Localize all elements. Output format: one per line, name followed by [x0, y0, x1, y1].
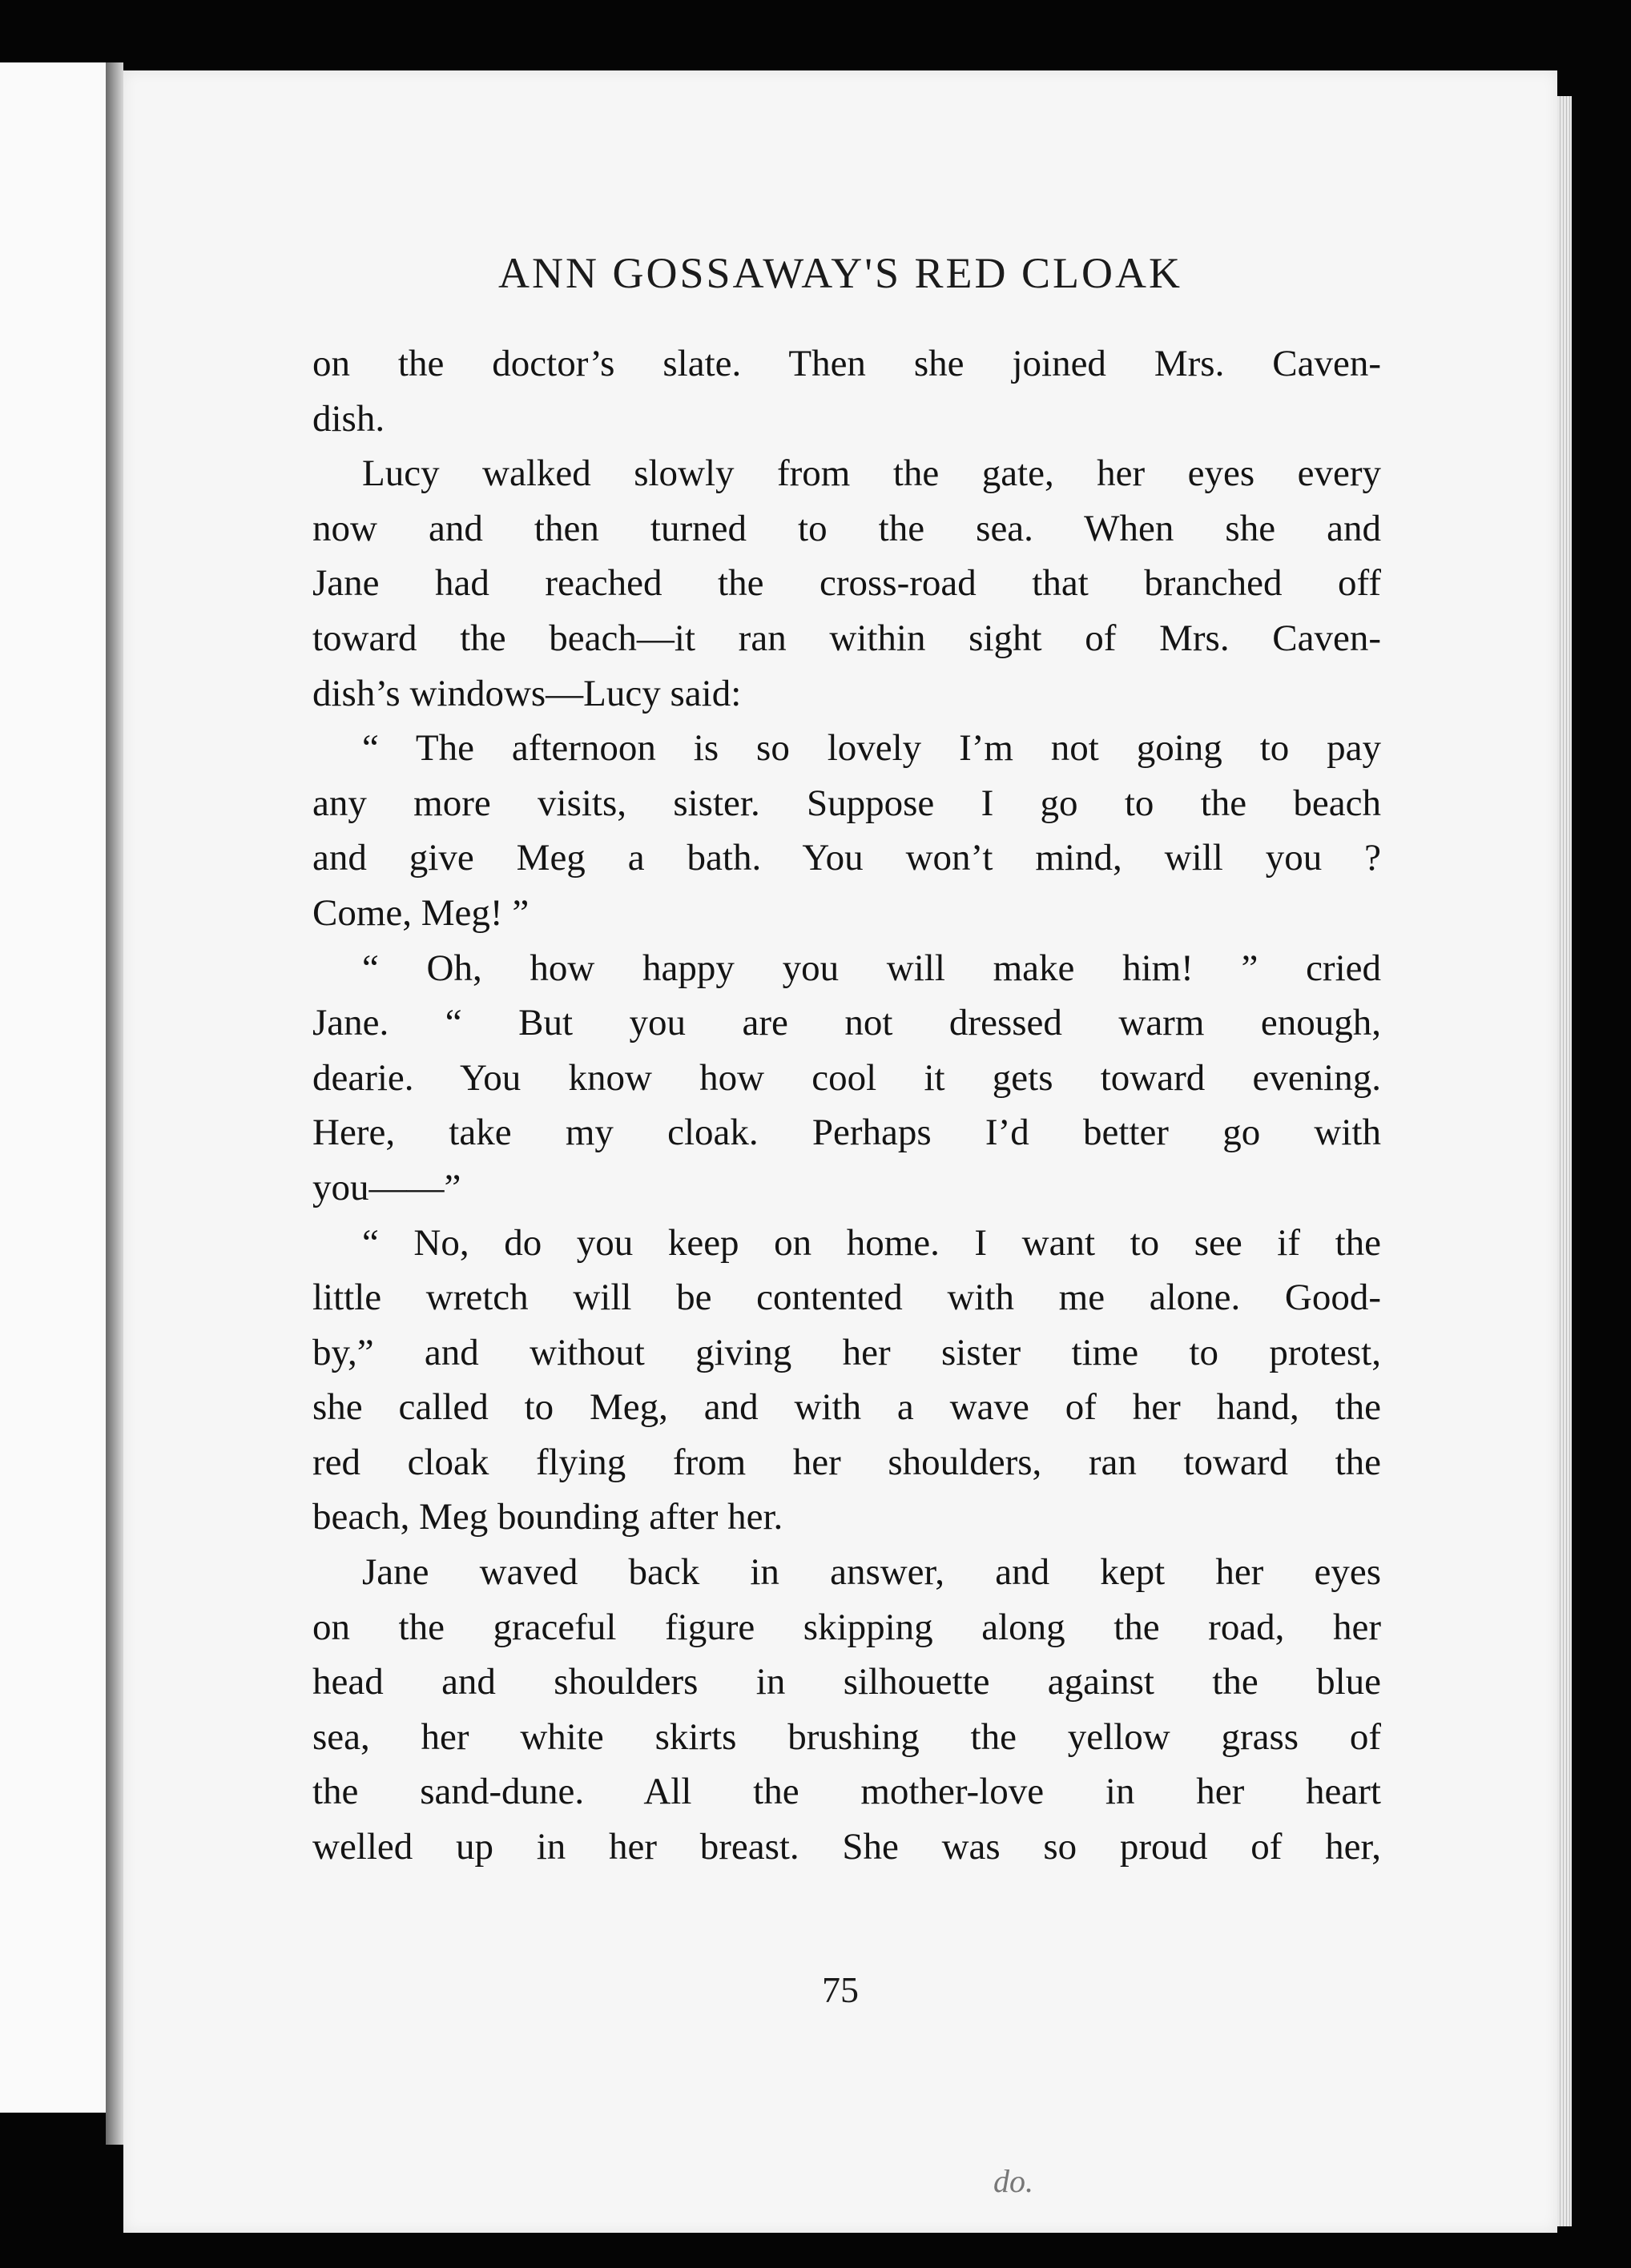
facing-page-edge: [0, 62, 106, 2113]
running-head: ANN GOSSAWAY'S RED CLOAK: [498, 249, 1182, 297]
text-line: dish.: [312, 397, 385, 440]
text-line: Jane waved back in answer, and kept her eyes: [362, 1551, 1381, 1594]
text-line: the sand-dune. All the mother-love in her heart: [312, 1771, 1381, 1813]
book-page: [123, 70, 1557, 2233]
text-line: Lucy walked slowly from the gate, her eyes every: [362, 452, 1381, 495]
text-line: on the graceful figure skipping along the road, her: [312, 1606, 1381, 1648]
text-line: “ The afternoon is so lovely I’m not going to pay: [362, 727, 1381, 770]
text-line: you——”: [312, 1166, 461, 1208]
page-number: 75: [822, 1969, 859, 2010]
text-line: by,” and without giving her sister time to protest,: [312, 1331, 1381, 1373]
text-line: Come, Meg! ”: [312, 891, 530, 934]
text-line: now and then turned to the sea. When she and: [312, 507, 1381, 549]
text-line: red cloak flying from her shoulders, ran toward the: [312, 1441, 1381, 1483]
text-line: on the doctor’s slate. Then she joined Mrs. Caven-: [312, 343, 1381, 384]
text-line: dish’s windows—Lucy said:: [312, 672, 742, 714]
pencil-mark: do.: [993, 2163, 1033, 2199]
page-stack-edge: [1557, 96, 1572, 2226]
text-line: “ No, do you keep on home. I want to see if the: [362, 1221, 1381, 1264]
text-line: she called to Meg, and with a wave of her hand, the: [312, 1386, 1381, 1429]
text-line: little wretch will be contented with me alone. Good-: [312, 1277, 1381, 1319]
text-line: head and shoulders in silhouette against the blue: [312, 1661, 1381, 1703]
text-line: beach, Meg bounding after her.: [312, 1496, 783, 1538]
text-line: “ Oh, how happy you will make him! ” cried: [362, 947, 1381, 989]
text-line: dearie. You know how cool it gets toward evening.: [312, 1056, 1381, 1099]
text-line: sea, her white skirts brushing the yellow grass of: [312, 1715, 1381, 1758]
text-line: Jane had reached the cross-road that branched off: [312, 562, 1381, 605]
book-gutter: [106, 62, 123, 2145]
text-line: Here, take my cloak. Perhaps I’d better go with: [312, 1112, 1381, 1154]
text-line: and give Meg a bath. You won’t mind, will you ?: [312, 837, 1381, 879]
text-line: Jane. “ But you are not dressed warm enough,: [312, 1002, 1381, 1044]
text-line: any more visits, sister. Suppose I go to the beach: [312, 782, 1381, 824]
text-line: welled up in her breast. She was so proud of her,: [312, 1826, 1381, 1868]
text-line: toward the beach—it ran within sight of Mrs. Caven-: [312, 617, 1381, 659]
body-text: [312, 336, 1381, 1875]
